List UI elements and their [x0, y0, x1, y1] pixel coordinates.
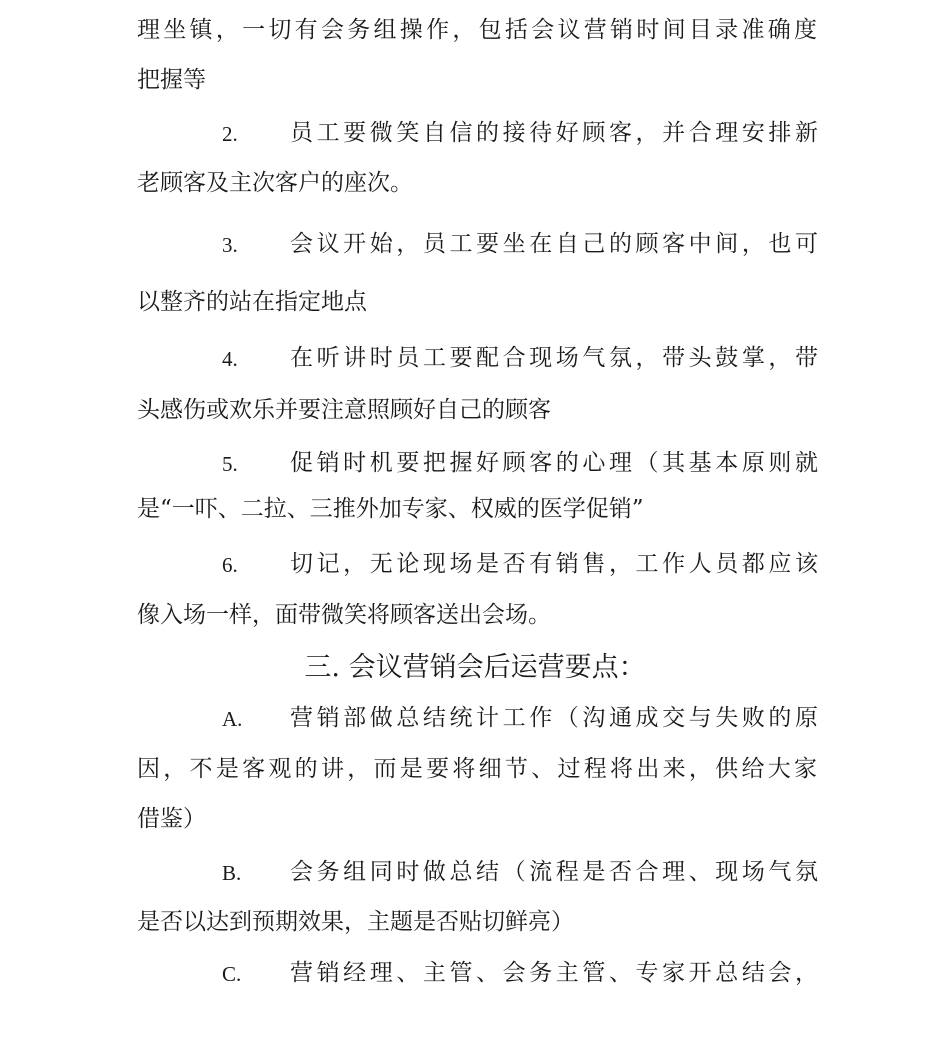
list-item-number: 6.	[222, 553, 238, 577]
list-item-continuation: 借鉴）	[137, 806, 206, 832]
list-item-continuation: 是否以达到预期效果，主题是否贴切鲜亮）	[137, 909, 574, 935]
list-item-number: C.	[222, 962, 242, 986]
list-item-text: 会务组同时做总结（流程是否合理、现场气氛	[290, 859, 818, 885]
list-item-text: 切记，无论现场是否有销售，工作人员都应该	[290, 551, 818, 577]
list-item-number: B.	[222, 861, 242, 885]
list-item-text: 营销部做总结统计工作（沟通成交与失败的原	[290, 705, 818, 731]
list-item-text: 会议开始，员工要坐在自己的顾客中间，也可	[290, 231, 818, 257]
list-item-continuation: 头感伤或欢乐并要注意照顾好自己的顾客	[137, 397, 551, 423]
paragraph-line: 理坐镇，一切有会务组操作，包括会议营销时间目录准确度	[137, 17, 817, 43]
list-item-continuation: 老顾客及主次客户的座次。	[137, 170, 413, 196]
list-item-continuation: 因，不是客观的讲，而是要将细节、过程将出来，供给大家	[137, 756, 817, 782]
list-item-continuation: 是“一吓、二拉、三推外加专家、权威的医学促销”	[137, 496, 644, 522]
list-item-number: 5.	[222, 452, 238, 476]
list-item-number: 2.	[222, 122, 238, 146]
list-item-text: 营销经理、主管、会务主管、专家开总结会，	[290, 960, 818, 986]
list-item-text: 在听讲时员工要配合现场气氛，带头鼓掌，带	[290, 345, 818, 371]
list-item-number: 4.	[222, 347, 238, 371]
list-item-text: 促销时机要把握好顾客的心理（其基本原则就	[290, 450, 818, 476]
section-heading: 三. 会议营销会后运营要点：	[304, 652, 646, 683]
list-item-text: 员工要微笑自信的接待好顾客，并合理安排新	[290, 120, 818, 146]
paragraph-line: 把握等	[137, 67, 206, 93]
list-item-number: 3.	[222, 233, 238, 257]
list-item-continuation: 像入场一样，面带微笑将顾客送出会场。	[137, 602, 551, 628]
list-item-continuation: 以整齐的站在指定地点	[137, 289, 367, 315]
list-item-number: A.	[222, 707, 243, 731]
